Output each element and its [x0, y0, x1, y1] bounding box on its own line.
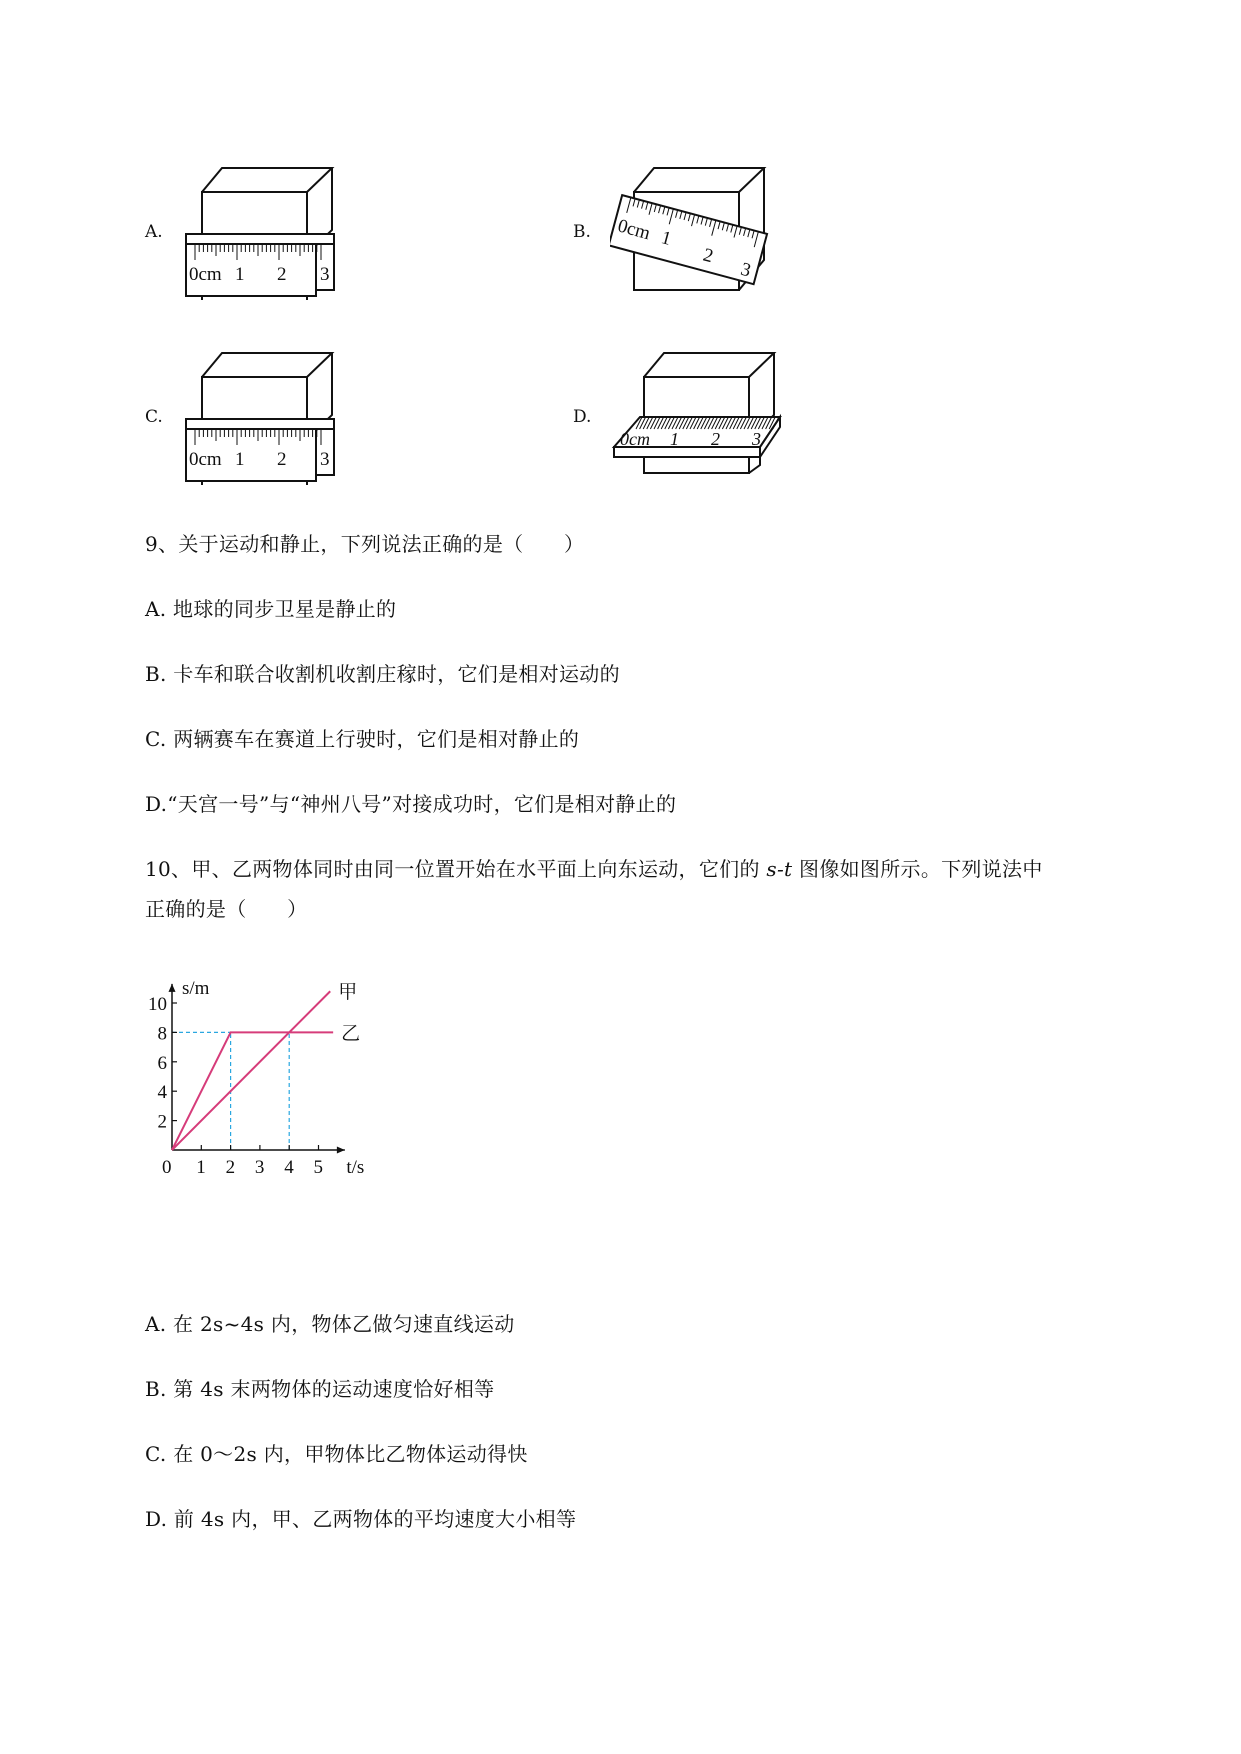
x-axis-title: t/s: [346, 1157, 365, 1178]
option-a-letter: A.: [145, 222, 163, 242]
q10-option-a: A. 在 2s~4s 内，物体乙做匀速直线运动: [145, 1312, 515, 1336]
q10-option-c: C. 在 0～2s 内，甲物体比乙物体运动得快: [145, 1442, 528, 1466]
ruler-b-label-0: 0cm: [615, 215, 653, 245]
y-tick-label: 8: [157, 1023, 167, 1045]
q9-option-b: B. 卡车和联合收割机收割庄稼时，它们是相对运动的: [145, 662, 620, 686]
x-tick-label: 4: [284, 1157, 294, 1178]
q10-stem-after: 图像如图所示。下列说法中: [792, 857, 1043, 881]
q9-stem: 9、关于运动和静止，下列说法正确的是（ ）: [145, 532, 585, 556]
q10-stem-line1: [145, 853, 1043, 882]
ruler-d-label-1: 1: [670, 429, 679, 449]
series-line-1: [172, 1032, 333, 1150]
q9-option-c: C. 两辆赛车在赛道上行驶时，它们是相对静止的: [145, 727, 580, 751]
option-d-ruler-figure: [610, 345, 790, 485]
y-axis-arrow: [169, 984, 176, 992]
ruler-b-label-3: 3: [738, 258, 754, 282]
ruler-b-label-1: 1: [658, 227, 674, 250]
q10-option-d: D. 前 4s 内，甲、乙两物体的平均速度大小相等: [145, 1507, 577, 1531]
q9-option-d: D.“天宫一号”与“神州八号”对接成功时，它们是相对静止的: [145, 792, 677, 816]
option-b-letter: B.: [573, 222, 591, 242]
x-tick-label: 5: [313, 1157, 323, 1178]
ruler-c-label-1: 1: [235, 449, 245, 470]
q10-stem-before: 10、甲、乙两物体同时由同一位置开始在水平面上向东运动，它们的: [145, 857, 767, 881]
series-label-0: 甲: [338, 982, 358, 1004]
st-graph: [120, 960, 400, 1200]
x-tick-label: 1: [196, 1157, 206, 1178]
x-tick-label: 3: [254, 1157, 265, 1178]
ruler-c-label-0: 0cm: [189, 449, 222, 470]
option-c-letter: C.: [145, 407, 163, 427]
option-c-ruler-figure: [180, 345, 360, 485]
series-label-1: 乙: [341, 1023, 361, 1045]
ruler-d-label-2: 2: [711, 429, 720, 449]
option-d-letter: D.: [573, 407, 592, 427]
ruler-c-label-2: 2: [277, 449, 287, 470]
q9-option-a: A. 地球的同步卫星是静止的: [145, 597, 397, 621]
y-tick-label: 4: [157, 1082, 167, 1104]
y-tick-label: 2: [157, 1111, 167, 1133]
q10-stem-line2: 正确的是（ ）: [145, 897, 308, 921]
ruler-d-label-3: 3: [752, 429, 761, 449]
x-tick-label: 0: [162, 1157, 172, 1178]
x-tick-label: 2: [225, 1157, 236, 1178]
option-b-ruler-figure: [610, 160, 790, 300]
ruler-b-label-2: 2: [700, 244, 716, 268]
q10-option-b: B. 第 4s 末两物体的运动速度恰好相等: [145, 1377, 495, 1401]
ruler-a-label-1: 1: [235, 264, 245, 285]
ruler-c-label-3: 3: [320, 449, 330, 470]
ruler-a-label-0: 0cm: [189, 264, 222, 285]
y-axis-title: s/m: [182, 977, 210, 999]
y-tick-label: 6: [157, 1052, 167, 1074]
q10-stem-math: s-t: [766, 857, 793, 881]
ruler-a-label-3: 3: [320, 264, 330, 285]
series-line-0: [172, 991, 330, 1150]
option-a-ruler-figure: [180, 160, 360, 300]
ruler-d-label-0: 0cm: [620, 429, 650, 449]
y-tick-label: 10: [148, 994, 167, 1015]
x-axis-arrow: [337, 1147, 345, 1154]
ruler-a-label-2: 2: [277, 264, 287, 285]
